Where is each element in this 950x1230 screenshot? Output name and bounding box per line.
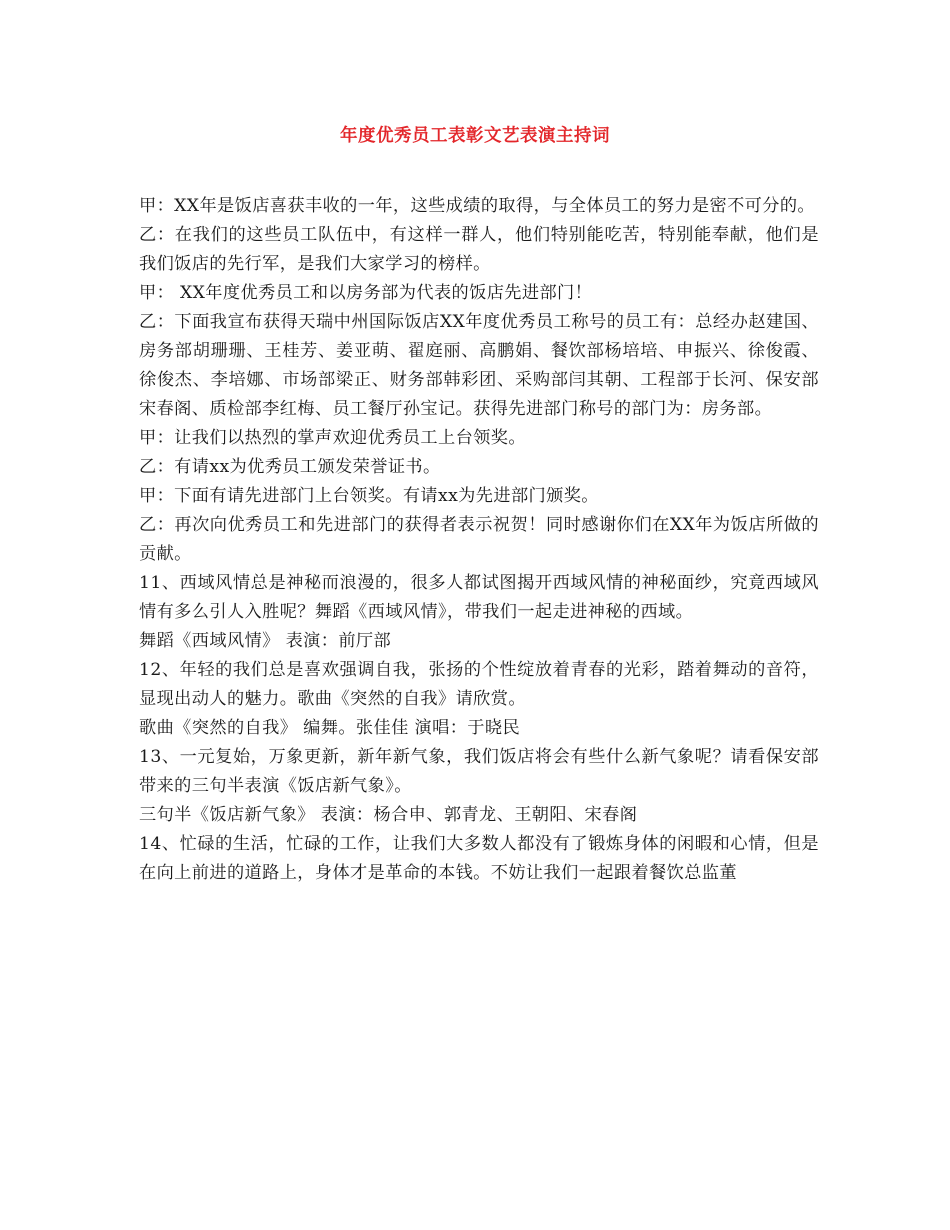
paragraph: 乙：下面我宣布获得天瑞中州国际饭店XX年度优秀员工称号的员工有：总经办赵建国、房务部胡珊珊、王桂芳、姜亚萌、翟庭丽、高鹏娟、餐饮部杨培培、申振兴、徐俊霞、徐俊杰、李培娜、市场部梁正、财务部韩彩团、采购部闫其朝、工程部于长河、保安部宋春阁、质检部李红梅、员工餐厅孙宝记。获得先进部门称号的部门为：房务部。 — [139, 312, 819, 419]
paragraph: 舞蹈《西域风情》 表演：前厅部 — [139, 631, 392, 651]
paragraph: 乙：再次向优秀员工和先进部门的获得者表示祝贺！同时感谢你们在XX年为饭店所做的贡献。 — [139, 515, 819, 564]
document-title: 年度优秀员工表彰文艺表演主持词 — [340, 126, 610, 146]
paragraph: 甲：让我们以热烈的掌声欢迎优秀员工上台领奖。 — [139, 428, 526, 448]
paragraph: 11、西域风情总是神秘而浪漫的，很多人都试图揭开西域风情的神秘面纱，究竟西域风情有多么引人入胜呢？舞蹈《西域风情》，带我们一起走进神秘的西域。 — [139, 573, 819, 622]
document-body — [139, 192, 819, 888]
paragraph: 甲： XX年度优秀员工和以房务部为代表的饭店先进部门！ — [139, 283, 593, 303]
paragraph: 歌曲《突然的自我》 编舞。张佳佳 演唱：于晓民 — [139, 718, 521, 738]
paragraph: 12、年轻的我们总是喜欢强调自我，张扬的个性绽放着青春的光彩，踏着舞动的音符，显现出动人的魅力。歌曲《突然的自我》请欣赏。 — [139, 660, 819, 709]
paragraph: 13、一元复始，万象更新，新年新气象，我们饭店将会有些什么新气象呢？请看保安部带来的三句半表演《饭店新气象》。 — [139, 747, 819, 796]
paragraph: 三句半《饭店新气象》 表演：杨合申、郭青龙、王朝阳、宋春阁 — [139, 805, 638, 825]
paragraph: 乙：在我们的这些员工队伍中，有这样一群人，他们特别能吃苦，特别能奉献，他们是我们饭店的先行军，是我们大家学习的榜样。 — [139, 225, 819, 274]
paragraph: 甲：下面有请先进部门上台领奖。有请xx为先进部门颁奖。 — [139, 486, 599, 506]
paragraph: 甲：XX年是饭店喜获丰收的一年，这些成绩的取得，与全体员工的努力是密不可分的。 — [139, 196, 816, 216]
paragraph: 14、忙碌的生活，忙碌的工作，让我们大多数人都没有了锻炼身体的闲暇和心情，但是在向上前进的道路上，身体才是革命的本钱。不妨让我们一起跟着餐饮总监董 — [139, 834, 819, 883]
paragraph: 乙：有请xx为优秀员工颁发荣誉证书。 — [139, 457, 441, 477]
